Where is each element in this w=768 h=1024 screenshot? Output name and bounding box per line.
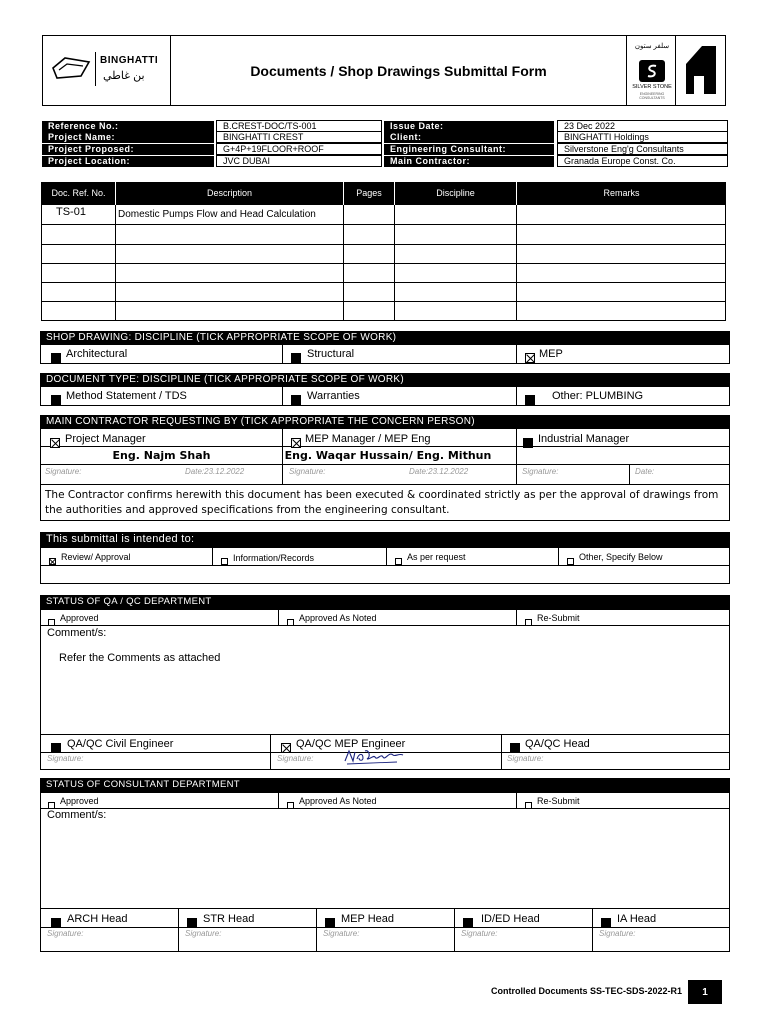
table-cell [395, 302, 517, 321]
mep-manager-name: Eng. Waqar Hussain/ Eng. Mithun [283, 447, 493, 465]
table-cell [344, 302, 395, 321]
table-cell [344, 264, 395, 283]
table-cell [344, 283, 395, 302]
checkbox-checked[interactable] [525, 353, 535, 363]
project-manager-name: Eng. Najm Shah [41, 447, 283, 465]
info-label: Project Name: [42, 132, 214, 143]
table-cell [42, 283, 116, 302]
table-cell: Domestic Pumps Flow and Head Calculation [116, 205, 344, 225]
checkbox[interactable] [510, 743, 520, 753]
option-warranties[interactable]: Warranties [283, 387, 517, 405]
option-mep-manager[interactable]: MEP Manager / MEP Eng [283, 429, 517, 447]
binghatti-logo-text: BINGHATTI [100, 55, 159, 66]
info-label: Main Contractor: [384, 156, 554, 167]
info-value: 23 Dec 2022 [557, 120, 728, 132]
checkbox[interactable] [51, 743, 61, 753]
table-header: Doc. Ref. No. [42, 182, 116, 205]
signer-str-head[interactable]: STR Head [179, 908, 317, 928]
table-cell [116, 264, 344, 283]
handwritten-signature [341, 743, 411, 769]
binghatti-logo-arabic: بن غاطي [103, 70, 145, 82]
consultant-comments[interactable]: Comment/s: [47, 809, 107, 821]
page-title: Documents / Shop Drawings Submittal Form [250, 62, 547, 79]
form-header [42, 35, 726, 106]
option-approved[interactable]: Approved [41, 610, 279, 626]
option-re-submit[interactable]: Re-Submit [517, 793, 729, 809]
checkbox[interactable] [567, 558, 574, 565]
checkbox-checked[interactable] [281, 743, 291, 753]
table-header: Discipline [395, 182, 517, 205]
table-cell [116, 225, 344, 245]
info-value: Granada Europe Const. Co. [557, 155, 728, 167]
table-cell [395, 264, 517, 283]
table-cell [517, 302, 726, 321]
info-label: Client: [384, 132, 554, 143]
signature-field[interactable]: Signature: Date:23.12.2022 [41, 465, 283, 485]
table-header: Remarks [517, 182, 726, 205]
info-value: BINGHATTI CREST [216, 131, 382, 143]
option-mep[interactable]: MEP [517, 345, 729, 363]
qa-qc-comments[interactable]: Comment/s: Refer the Comments as attached [47, 627, 221, 664]
qa-qc-comment-text: Refer the Comments as attached [59, 652, 221, 664]
intended-options [40, 547, 730, 584]
option-other[interactable]: Other: PLUMBING [517, 387, 729, 405]
checkbox[interactable] [395, 558, 402, 565]
table-cell [395, 225, 517, 245]
option-approved[interactable]: Approved [41, 793, 279, 809]
option-industrial-manager[interactable]: Industrial Manager [517, 429, 729, 447]
consultant-section [40, 792, 730, 952]
signer-qaqc-head[interactable]: QA/QC Head [502, 734, 729, 753]
silverstone-logo: سلفر ستون SILVER STONE ENGINEERING CONSULTANTS [626, 36, 676, 105]
main-contractor-title: MAIN CONTRACTOR REQUESTING BY (TICK APPROPRIATE THE CONCERN PERSON) [40, 415, 730, 428]
info-value: B.CREST-DOC/TS-001 [216, 120, 382, 132]
table-header: Description [116, 182, 344, 205]
option-approved-as-noted[interactable]: Approved As Noted [279, 793, 517, 809]
info-label: Engineering Consultant: [384, 144, 554, 155]
qa-qc-section [40, 609, 730, 770]
checkbox[interactable] [463, 918, 473, 928]
signer-mep-head[interactable]: MEP Head [317, 908, 455, 928]
info-label: Reference No.: [42, 121, 214, 132]
table-cell [344, 225, 395, 245]
document-table [41, 182, 725, 321]
corner-logo [676, 36, 725, 105]
table-cell [395, 283, 517, 302]
main-contractor-section [40, 428, 730, 521]
controlled-documents-label: Controlled Documents SS-TEC-SDS-2022-R1 [490, 986, 682, 996]
signer-qaqc-civil[interactable]: QA/QC Civil Engineer [41, 734, 271, 753]
qa-qc-title: STATUS OF QA / QC DEPARTMENT [40, 595, 730, 609]
shop-drawing-options [40, 344, 730, 364]
info-label: Project Location: [42, 156, 214, 167]
binghatti-logo [43, 36, 171, 105]
table-cell [344, 245, 395, 264]
doc-type-options [40, 386, 730, 406]
corner-logo-icon [676, 36, 725, 105]
table-cell [116, 302, 344, 321]
table-cell [344, 205, 395, 225]
checkbox[interactable] [291, 395, 301, 405]
checkbox-checked[interactable] [49, 558, 56, 565]
table-cell [395, 245, 517, 264]
option-architectural[interactable]: Architectural [41, 345, 283, 363]
table-cell [517, 245, 726, 264]
table-header: Pages [344, 182, 395, 205]
signer-ia-head[interactable]: IA Head [593, 908, 729, 928]
silverstone-emblem-icon [639, 60, 665, 82]
contractor-confirmation: The Contractor confirms herewith this document has been executed & coordinated strictly as per the approval of drawings from the authorities and approved specifications from the engineering consultant. [45, 489, 719, 516]
signature-field[interactable]: Signature: Date:23.12.2022 [283, 465, 517, 485]
table-cell [42, 245, 116, 264]
shop-drawing-title: SHOP DRAWING: DISCIPLINE (TICK APPROPRIATE SCOPE OF WORK) [40, 331, 730, 344]
info-value: BINGHATTI Holdings [557, 131, 728, 143]
table-cell [517, 205, 726, 225]
table-cell [517, 283, 726, 302]
checkbox[interactable] [51, 353, 61, 363]
checkbox[interactable] [221, 558, 228, 565]
option-structural[interactable]: Structural [283, 345, 517, 363]
table-cell [517, 225, 726, 245]
option-other-specify[interactable]: Other, Specify Below [559, 548, 729, 566]
table-cell: TS-01 [42, 205, 116, 225]
checkbox[interactable] [525, 395, 535, 405]
info-value: G+4P+19FLOOR+ROOF [216, 143, 382, 155]
checkbox[interactable] [325, 918, 335, 928]
signature-field[interactable]: Signature: [179, 928, 317, 951]
option-project-manager[interactable]: Project Manager [41, 429, 283, 447]
signature-field[interactable]: Signature: [317, 928, 455, 951]
table-body [42, 205, 726, 321]
table-cell [42, 225, 116, 245]
info-value: Silverstone Eng'g Consultants [557, 143, 728, 155]
info-value: JVC DUBAI [216, 155, 382, 167]
info-label: Project Proposed: [42, 144, 214, 155]
table-cell [517, 264, 726, 283]
checkbox[interactable] [601, 918, 611, 928]
doc-type-title: DOCUMENT TYPE: DISCIPLINE (TICK APPROPRIATE SCOPE OF WORK) [40, 373, 730, 386]
option-information-records[interactable]: Information/Records [213, 548, 387, 566]
info-label: Issue Date: [384, 121, 554, 132]
consultant-title: STATUS OF CONSULTANT DEPARTMENT [40, 778, 730, 792]
signature-field[interactable]: Signature: [599, 929, 636, 938]
checkbox[interactable] [51, 918, 61, 928]
signer-id-ed-head[interactable]: ID/ED Head [455, 908, 593, 928]
signature-field[interactable]: Signature: [271, 753, 502, 769]
table-cell [116, 283, 344, 302]
checkbox[interactable] [187, 918, 197, 928]
table-cell [116, 245, 344, 264]
option-as-per-request[interactable]: As per request [387, 548, 559, 566]
checkbox[interactable] [51, 395, 61, 405]
signature-field[interactable]: Signature: [41, 928, 179, 951]
page-number: 1 [688, 980, 722, 1004]
intended-title: This submittal is intended to: [40, 532, 730, 547]
signature-field[interactable]: Signature: [507, 754, 544, 763]
signature-field[interactable]: Signature: Date: [517, 465, 729, 485]
table-cell [42, 302, 116, 321]
option-review-approval[interactable]: Review/ Approval [41, 548, 213, 566]
checkbox[interactable] [291, 353, 301, 363]
table-cell [395, 205, 517, 225]
signer-qaqc-mep[interactable]: QA/QC MEP Engineer [271, 734, 502, 753]
option-re-submit[interactable]: Re-Submit [517, 610, 729, 626]
signature-field[interactable]: Signature: [41, 753, 271, 769]
binghatti-logo-icon [51, 56, 91, 80]
option-method-statement[interactable]: Method Statement / TDS [41, 387, 283, 405]
signature-field[interactable]: Signature: [455, 928, 593, 951]
option-approved-as-noted[interactable]: Approved As Noted [279, 610, 517, 626]
signer-arch-head[interactable]: ARCH Head [41, 908, 179, 928]
table-cell [42, 264, 116, 283]
